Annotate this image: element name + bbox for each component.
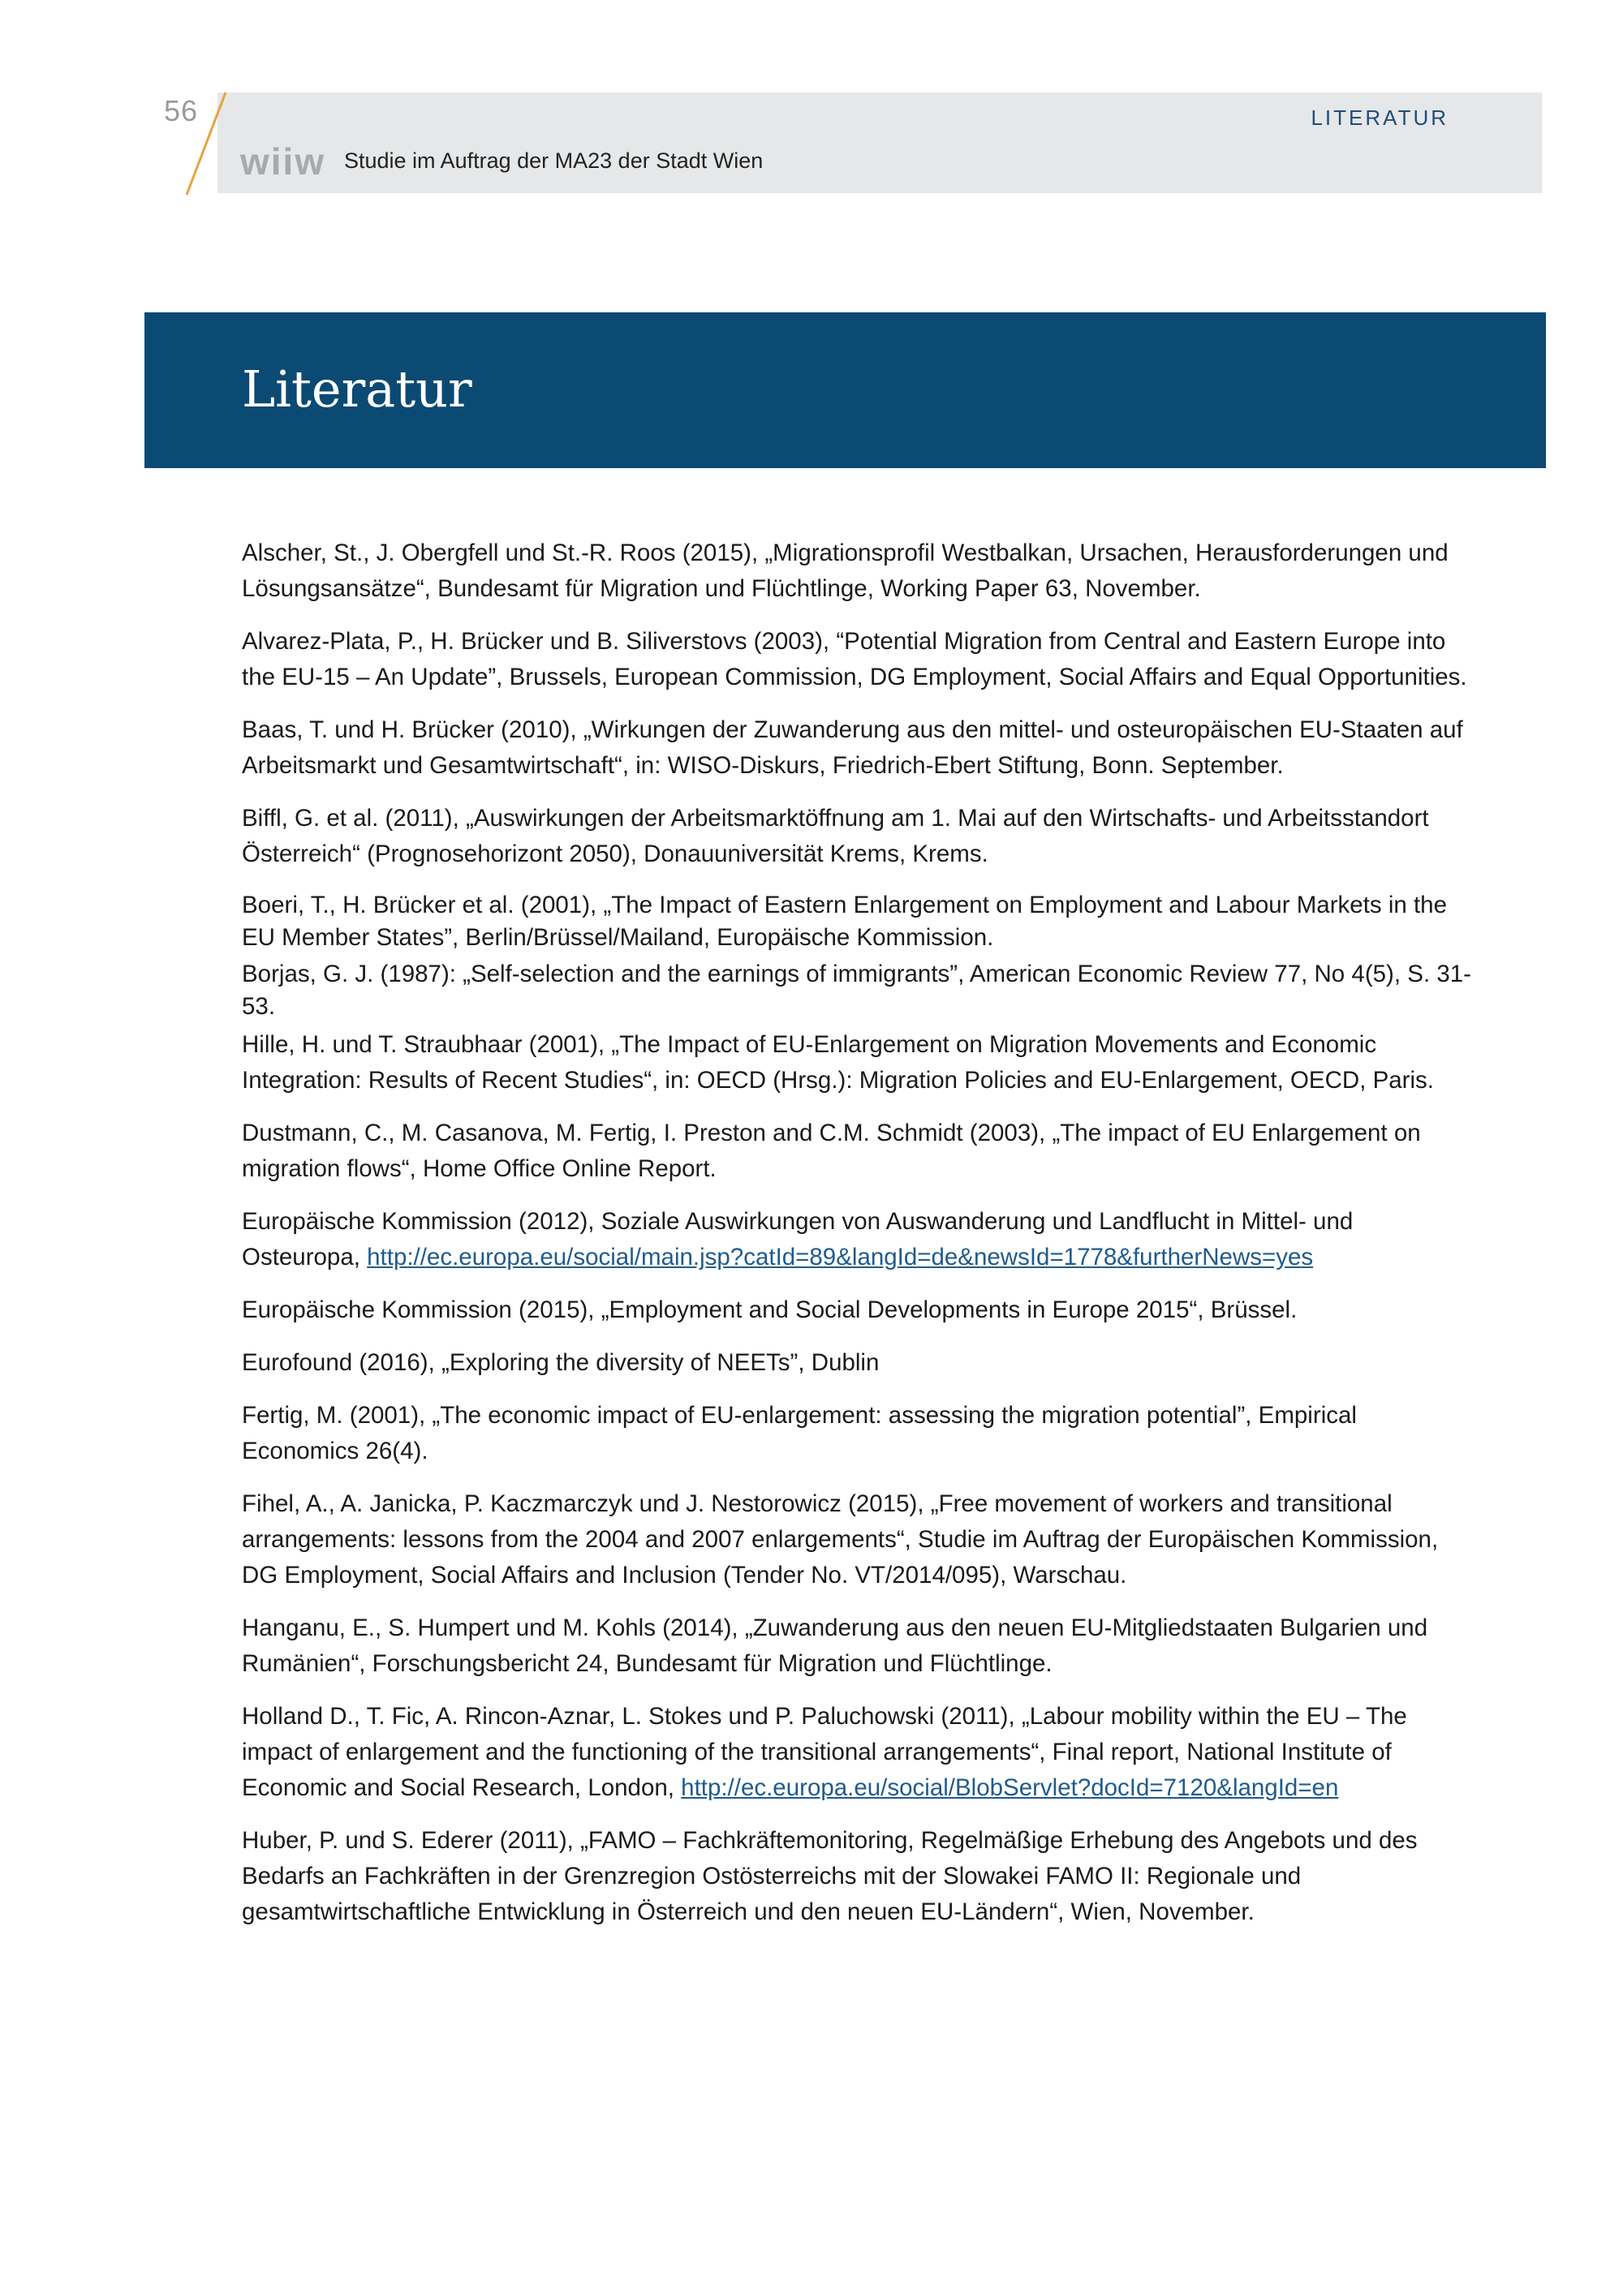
page-title: Literatur <box>242 359 472 419</box>
header-subtitle: Studie im Auftrag der MA23 der Stadt Wien <box>344 148 764 173</box>
reference-entry: Baas, T. und H. Brücker (2010), „Wirkungen der Zuwanderung aus den mittel- und osteuropäischen EU-Staaten auf Arbeitsmarkt und Gesamtwirtschaft“, in: WISO-Diskurs, Friedrich-Ebert Stiftung, Bonn. September. <box>242 716 1463 779</box>
reference-text: Holland D., T. Fic, A. Rincon-Aznar, L. Stokes und P. Paluchowski (2011), „Labour mobility within the EU – The impact of enlargement and the functioning of the transitional arrangements“, Final report, National Institute of Economic and Social Research, London, <box>242 1703 1407 1801</box>
title-banner <box>144 312 1546 468</box>
reference-entry: Eurofound (2016), „Exploring the diversity of NEETs”, Dublin <box>242 1349 880 1376</box>
page-number: 56 <box>164 94 199 127</box>
reference-entry: Boeri, T., H. Brücker et al. (2001), „The Impact of Eastern Enlargement on Employment and Labour Markets in the EU Member States”, Berlin/Brüssel/Mailand, Europäische Kommission. <box>242 892 1447 951</box>
header-slash-ornament <box>183 91 232 196</box>
reference-list <box>242 535 1475 1947</box>
reference-entry: Fertig, M. (2001), „The economic impact of EU-enlargement: assessing the migration potential”, Empirical Economics 26(4). <box>242 1402 1357 1464</box>
wiiw-logo: wiiw <box>240 140 326 183</box>
reference-entry-with-link <box>242 1204 1475 1275</box>
reference-entry: Alscher, St., J. Obergfell und St.-R. Roos (2015), „Migrationsprofil Westbalkan, Ursachen, Herausforderungen und Lösungsansätze“, Bundesamt für Migration und Flüchtlinge, Working Paper 63, November. <box>242 540 1449 602</box>
reference-text: Europäische Kommission (2012), Soziale Auswirkungen von Auswanderung und Landflucht in Mittel- und Osteuropa, <box>242 1208 1354 1271</box>
reference-link[interactable]: http://ec.europa.eu/social/main.jsp?catId=89&langId=de&newsId=1778&furtherNews=yes <box>367 1244 1314 1271</box>
reference-entry-with-link <box>242 1699 1475 1806</box>
reference-entry: Hille, H. und T. Straubhaar (2001), „The Impact of EU-Enlargement on Migration Movements and Economic Integration: Results of Recent Studies“, in: OECD (Hrsg.): Migration Policies and EU-Enlargement, OECD, Paris. <box>242 1031 1435 1094</box>
reference-entry: Dustmann, C., M. Casanova, M. Fertig, I. Preston and C.M. Schmidt (2003), „The impact of EU Enlargement on migration flows“, Home Office Online Report. <box>242 1120 1421 1182</box>
reference-entry: Biffl, G. et al. (2011), „Auswirkungen der Arbeitsmarktöffnung am 1. Mai auf den Wirtschafts- und Arbeitsstandort Österreich“ (Prognosehorizont 2050), Donauuniversität Krems, Krems. <box>242 805 1429 867</box>
reference-entry: Fihel, A., A. Janicka, P. Kaczmarczyk und J. Nestorowicz (2015), „Free movement of workers and transitional arrangements: lessons from the 2004 and 2007 enlargements“, Studie im Auftrag der Europäischen Kommission, DG Employment, Social Affairs and Inclusion (Tender No. VT/2014/095), Warschau. <box>242 1490 1439 1589</box>
section-label: LITERATUR <box>1311 105 1449 130</box>
reference-link[interactable]: http://ec.europa.eu/social/BlobServlet?docId=7120&langId=en <box>681 1774 1339 1801</box>
reference-entry: Borjas, G. J. (1987): „Self-selection and the earnings of immigrants”, American Economic Review 77, No 4(5), S. 31-53. <box>242 961 1471 1020</box>
reference-entry: Europäische Kommission (2015), „Employment and Social Developments in Europe 2015“, Brüssel. <box>242 1296 1298 1323</box>
reference-entry: Huber, P. und S. Ederer (2011), „FAMO – Fachkräftemonitoring, Regelmäßige Erhebung des Angebots und des Bedarfs an Fachkräften in der Grenzregion Ostösterreichs mit der Slowakei FAMO II: Regionale und gesamtwirtschaftliche Entwicklung in Österreich und den neuen EU-Ländern“, Wien, November. <box>242 1827 1418 1925</box>
reference-entry: Hanganu, E., S. Humpert und M. Kohls (2014), „Zuwanderung aus den neuen EU-Mitgliedstaaten Bulgarien und Rumänien“, Forschungsbericht 24, Bundesamt für Migration und Flüchtlinge. <box>242 1615 1428 1677</box>
reference-entry: Alvarez-Plata, P., H. Brücker und B. Siliverstovs (2003), “Potential Migration from Central and Eastern Europe into the EU-15 – An Update”, Brussels, European Commission, DG Employment, Social Affairs and Equal Opportunities. <box>242 628 1467 690</box>
